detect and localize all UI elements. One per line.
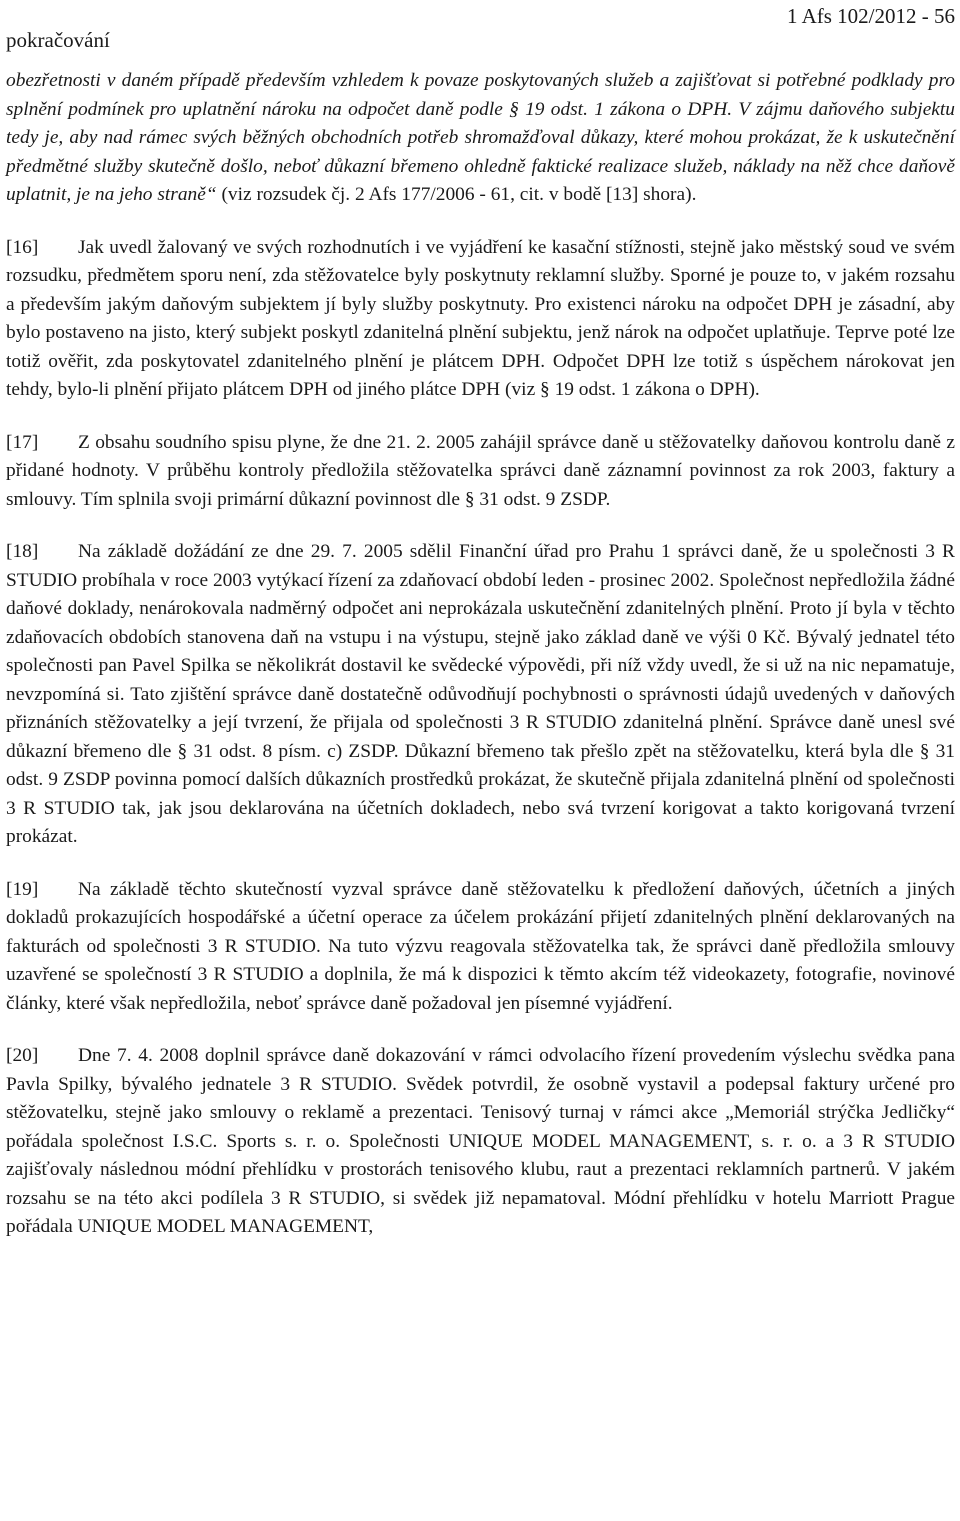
document-page bbox=[6, 0, 955, 1242]
page-header bbox=[6, 0, 955, 60]
paragraph-number: [18] bbox=[6, 541, 39, 562]
paragraph-16 bbox=[6, 234, 955, 405]
paragraph-number: [20] bbox=[6, 1045, 39, 1066]
paragraph-17 bbox=[6, 429, 955, 515]
paragraph-number: [16] bbox=[6, 236, 39, 258]
paragraph-18 bbox=[6, 538, 955, 852]
paragraph-19 bbox=[6, 876, 955, 1019]
paragraph-text: Jak uvedl žalovaný ve svých rozhodnutích i ve vyjádření ke kasační stížnosti, stejně jako městský soud ve svém rozsudku, předmětem sporu není, zda stěžovatelce byly poskytnuty reklamní služby. Sporné je pouze to, v jakém rozsahu a především jakým daňovým subjektem jí byly služby poskytnuty. Pro existenci nároku na odpočet DPH je zásadní, aby bylo postaveno na jisto, který subjekt poskytl zdanitelná plnění subjektu, jenž nárok na odpočet uplatňuje. Teprve poté lze totiž ověřit, zda poskytovatel zdanitelného plnění je plátcem DPH. Odpočet DPH lze totiž s úspěchem nárokovat jen tehdy, bylo-li plnění přijato plátcem DPH od jiného plátce DPH (viz § 19 odst. 1 zákona o DPH). bbox=[6, 236, 955, 400]
citation-text: (viz rozsudek čj. 2 Afs 177/2006 - 61, cit. v bodě [13] shora). bbox=[216, 184, 697, 205]
continuation-label: pokračování bbox=[6, 28, 110, 52]
paragraph-text: Na základě dožádání ze dne 29. 7. 2005 sdělil Finanční úřad pro Prahu 1 správci daně, že u společnosti 3 R STUDIO probíhala v roce 2003 vytýkací řízení za zdaňovací období leden - prosinec 2002. Společnost nepředložila žádné daňové doklady, nenárokovala nadměrný odpočet ani neprokázala uskutečnění zdanitelných plnění. Proto jí byla v těchto zdaňovacích obdobích stanovena daň na vstupu i na výstupu, stejně jako základ daně ve výši 0 Kč. Bývalý jednatel této společnosti pan Pavel Spilka se několikrát dostavil ke svědecké výpovědi, při níž vždy uvedl, že si už na nic nepamatuje, nevzpomíná si. Tato zjištění správce daně dostatečně odůvodňují pochybnosti o správnosti údajů uvedených v daňových přiznáních stěžovatelky a její tvrzení, že přijala od společnosti 3 R STUDIO zdanitelná plnění. Správce daně unesl své důkazní břemeno dle § 31 odst. 8 písm. c) ZSDP. Důkazní břemeno tak přešlo zpět na stěžovatelku, která byla dle § 31 odst. 9 ZSDP povinna pomocí dalších důkazních prostředků prokázat, že skutečně přijala zdanitelná plnění od společnosti 3 R STUDIO tak, jak jsou deklarována na účetních dokladech, nebo svá tvrzení korigovat a takto korigovaná tvrzení prokázat. bbox=[6, 541, 955, 847]
quoted-text: obezřetnosti v daném případě především vzhledem k povaze poskytovaných služeb a zajišťovat si potřebné podklady pro splnění podmínek pro uplatnění nároku na odpočet daně podle § 19 odst. 1 zákona o DPH. V zájmu daňového subjektu tedy je, aby nad rámec svých běžných obchodních potřeb shromažďoval důkazy, které mohou prokázat, že k uskutečnění předmětné služby skutečně došlo, neboť důkazní břemeno ohledně faktické realizace služeb, náklady na něž chce daňově uplatnit, je na jeho straně“ bbox=[6, 70, 955, 205]
paragraph-number: [19] bbox=[6, 878, 39, 900]
paragraph-text: Z obsahu soudního spisu plyne, že dne 21. 2. 2005 zahájil správce daně u stěžovatelky daňovou kontrolu daně z přidané hodnoty. V průběhu kontroly předložila stěžovatelka správci daně záznamní povinnost za rok 2003, faktury a smlouvy. Tím splnila svoji primární důkazní povinnost dle § 31 odst. 9 ZSDP. bbox=[6, 431, 955, 510]
paragraph-text: Na základě těchto skutečností vyzval správce daně stěžovatelku k předložení daňových, účetních a jiných dokladů prokazujících hospodářské a účetní operace za účelem prokázání přijetí zdanitelných plnění deklarovaných na fakturách od společnosti 3 R STUDIO. Na tuto výzvu reagovala stěžovatelka tak, že správci daně předložila smlouvy uzavřené se společností 3 R STUDIO a doplnila, že má k dispozici k těmto akcím též videokazety, fotografie, novinové články, které však nepředložila, neboť správce daně požadoval jen písemné vyjádření. bbox=[6, 878, 955, 1014]
case-number: 1 Afs 102/2012 - 56 bbox=[787, 4, 955, 28]
paragraph-text: Dne 7. 4. 2008 doplnil správce daně dokazování v rámci odvolacího řízení provedením výslechu svědka pana Pavla Spilky, bývalého jednatele 3 R STUDIO. Svědek potvrdil, že osobně vystavil a podepsal faktury určené pro stěžovatelku, stejně jako smlouvy o reklamě a prezentaci. Tenisový turnaj v rámci akce „Memoriál strýčka Jedličky“ pořádala společnost I.S.C. Sports s. r. o. Společnosti UNIQUE MODEL MANAGEMENT, s. r. o. a 3 R STUDIO zajišťovaly následnou módní přehlídku v prostorách tenisového klubu, raut a prezentaci reklamních partnerů. V jakém rozsahu se na této akci podílela 3 R STUDIO, si svědek již nepamatoval. Módní přehlídku v hotelu Marriott Prague pořádala UNIQUE MODEL MANAGEMENT, bbox=[6, 1045, 955, 1237]
paragraph-continued bbox=[6, 67, 955, 210]
paragraph-20 bbox=[6, 1042, 955, 1242]
paragraph-number: [17] bbox=[6, 431, 39, 453]
